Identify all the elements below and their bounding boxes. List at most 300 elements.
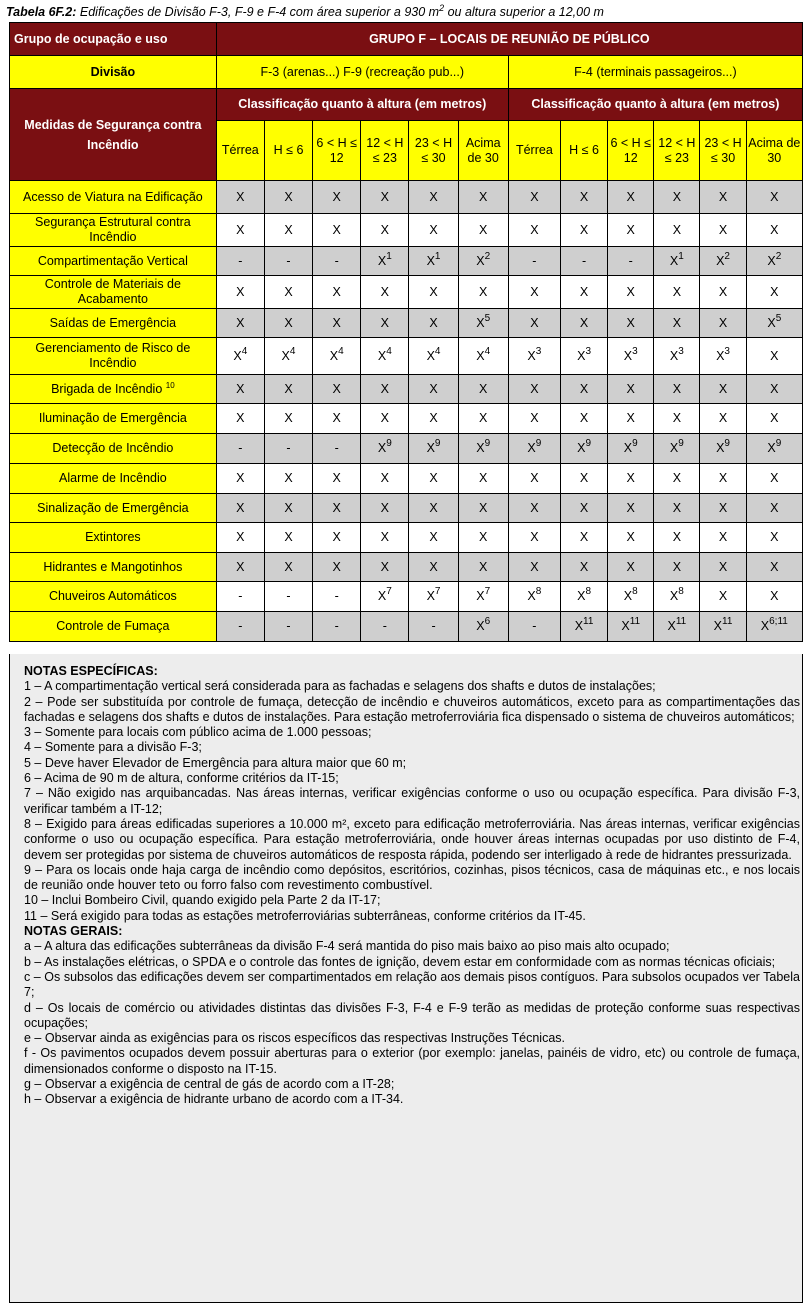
requirement-cell bbox=[361, 523, 409, 553]
caption-sup: 2 bbox=[439, 3, 445, 13]
measure-label-text: Controle de Fumaça bbox=[56, 619, 170, 633]
requirement-mark: X bbox=[626, 411, 635, 425]
requirement-mark: X bbox=[530, 530, 539, 544]
requirement-note: 3 bbox=[678, 345, 684, 357]
note-line: e – Observar ainda as exigências para os riscos específicos das respectivas Instruções Técnicas. bbox=[24, 1031, 566, 1046]
requirement-cell bbox=[608, 612, 654, 642]
requirement-mark: X bbox=[669, 348, 679, 363]
requirement-note: 4 bbox=[484, 345, 491, 357]
requirement-note: 1 bbox=[434, 250, 441, 262]
requirement-cell bbox=[700, 404, 746, 434]
notes-panel bbox=[9, 654, 803, 1303]
requirement-cell bbox=[409, 309, 458, 338]
requirement-cell bbox=[654, 434, 700, 464]
requirement-mark: X bbox=[476, 253, 485, 268]
requirement-cell bbox=[746, 276, 802, 309]
measure-label-text: Alarme de Incêndio bbox=[59, 471, 167, 485]
requirement-cell bbox=[409, 375, 458, 404]
requirement-mark: X bbox=[669, 441, 679, 455]
requirement-cell bbox=[458, 494, 508, 523]
requirement-mark: X bbox=[770, 589, 779, 603]
requirement-mark: X bbox=[284, 530, 293, 544]
requirement-cell bbox=[654, 309, 700, 338]
table-row bbox=[10, 404, 803, 434]
requirement-note: 9 bbox=[585, 438, 591, 449]
note-line: a – A altura das edificações subterrâneas da divisão F-4 será mantida do piso mais baixo ao piso mais alto ocupado; bbox=[24, 939, 670, 954]
measure-label-text: Controle de Materiais de Acabamento bbox=[44, 277, 181, 306]
requirement-cell bbox=[313, 309, 361, 338]
requirement-cell bbox=[746, 553, 802, 582]
requirement-mark: X bbox=[626, 189, 635, 204]
requirement-cell bbox=[458, 338, 508, 375]
caption-label: Tabela 6F.2: bbox=[6, 5, 77, 20]
requirement-mark: X bbox=[669, 589, 679, 603]
requirement-mark: X bbox=[377, 441, 387, 455]
measure-label-text: Extintores bbox=[85, 530, 141, 544]
requirement-cell bbox=[746, 375, 802, 404]
requirement-cell bbox=[508, 375, 560, 404]
table-row bbox=[10, 276, 803, 309]
requirement-mark: X bbox=[718, 315, 728, 330]
requirement-note: 1 bbox=[386, 250, 392, 262]
requirement-cell bbox=[746, 494, 802, 523]
note-line: 10 – Inclui Bombeiro Civil, quando exigido pela Parte 2 da IT-17; bbox=[24, 893, 381, 908]
requirement-mark: X bbox=[579, 381, 589, 396]
requirement-mark: X bbox=[429, 315, 438, 330]
requirement-cell bbox=[458, 276, 508, 309]
requirement-mark: X bbox=[626, 559, 635, 574]
requirement-cell bbox=[313, 276, 361, 309]
requirement-mark: X bbox=[429, 559, 438, 574]
requirement-cell bbox=[313, 553, 361, 582]
requirement-mark: X bbox=[332, 381, 341, 396]
requirement-cell bbox=[560, 338, 607, 375]
height-header-a-4: 23 < H ≤ 30 bbox=[409, 121, 458, 181]
requirement-mark: X bbox=[476, 441, 485, 455]
measure-label bbox=[10, 582, 217, 612]
requirement-mark: X bbox=[672, 284, 682, 299]
table-caption bbox=[6, 3, 604, 19]
requirement-mark: X bbox=[672, 471, 682, 485]
requirement-mark: X bbox=[621, 619, 630, 633]
requirement-note: 11 bbox=[583, 616, 594, 627]
height-header-a-0: Térrea bbox=[216, 121, 264, 181]
requirement-mark: X bbox=[770, 559, 779, 574]
requirement-note: 7 bbox=[434, 586, 441, 597]
requirement-mark: X bbox=[426, 589, 435, 603]
requirement-note: 9 bbox=[434, 438, 441, 449]
requirement-mark: - bbox=[532, 619, 537, 633]
requirement-mark: X bbox=[626, 471, 635, 485]
requirement-cell bbox=[313, 582, 361, 612]
requirement-cell bbox=[654, 464, 700, 494]
requirement-mark: X bbox=[233, 348, 242, 363]
requirement-mark: X bbox=[767, 253, 776, 268]
requirement-mark: X bbox=[718, 222, 728, 237]
measure-label-text: Segurança Estrutural contra Incêndio bbox=[35, 215, 191, 244]
requirement-cell bbox=[700, 553, 746, 582]
classification-a: Classificação quanto à altura (em metros) bbox=[216, 89, 508, 121]
requirement-mark: - bbox=[334, 441, 339, 455]
measure-label-text: Sinalização de Emergência bbox=[37, 500, 189, 515]
requirement-mark: X bbox=[530, 315, 539, 330]
requirement-note: 11 bbox=[722, 616, 733, 627]
requirement-mark: - bbox=[286, 253, 291, 268]
requirement-mark: X bbox=[672, 500, 682, 515]
requirement-mark: X bbox=[672, 222, 682, 237]
requirement-cell bbox=[746, 338, 802, 375]
requirement-mark: X bbox=[429, 530, 438, 544]
requirement-mark: - bbox=[286, 619, 291, 633]
requirement-note: 9 bbox=[484, 438, 491, 449]
requirement-cell bbox=[508, 612, 560, 642]
requirement-note: 9 bbox=[632, 438, 638, 449]
requirement-mark: - bbox=[238, 253, 243, 268]
requirement-note: 7 bbox=[484, 586, 491, 597]
general-notes-title: NOTAS GERAIS: bbox=[24, 924, 123, 939]
requirement-mark: - bbox=[431, 619, 436, 633]
requirement-mark: X bbox=[718, 471, 728, 485]
requirement-cell bbox=[608, 309, 654, 338]
requirement-cell bbox=[608, 247, 654, 276]
requirement-mark: X bbox=[429, 500, 438, 515]
table-row bbox=[10, 582, 803, 612]
requirement-mark: X bbox=[236, 411, 245, 425]
requirement-cell bbox=[216, 553, 264, 582]
table-row bbox=[10, 309, 803, 338]
requirement-mark: X bbox=[479, 222, 488, 237]
requirement-note: 3 bbox=[535, 345, 542, 357]
requirement-mark: X bbox=[716, 348, 725, 363]
requirement-mark: X bbox=[329, 348, 339, 363]
requirement-cell bbox=[361, 214, 409, 247]
requirement-mark: X bbox=[236, 189, 245, 204]
requirement-cell bbox=[409, 247, 458, 276]
requirement-mark: X bbox=[380, 381, 390, 396]
requirement-mark: X bbox=[284, 381, 293, 396]
requirement-cell bbox=[654, 338, 700, 375]
requirement-mark: X bbox=[626, 500, 635, 515]
requirement-mark: X bbox=[479, 189, 488, 204]
requirement-cell bbox=[216, 464, 264, 494]
requirement-note: 9 bbox=[724, 438, 730, 449]
requirement-mark: X bbox=[767, 441, 776, 455]
requirement-cell bbox=[560, 582, 607, 612]
requirement-cell bbox=[264, 494, 312, 523]
requirement-cell bbox=[560, 612, 607, 642]
measure-label-text: Gerenciamento de Risco de Incêndio bbox=[35, 341, 191, 370]
requirement-mark: X bbox=[579, 222, 589, 237]
specific-notes-title: NOTAS ESPECÍFICAS: bbox=[24, 664, 158, 678]
requirement-mark: X bbox=[236, 222, 245, 237]
note-line: 2 – Pode ser substituída por controle de fumaça, detecção de incêndio e chuveiros automáticos, exceto para as compartimentações das fachadas e selagens dos shafts e dutos de instalações. Para estação metroferroviária fica dispensado o sistema de chuveiros automáticos; bbox=[24, 694, 800, 724]
requirement-mark: X bbox=[380, 222, 390, 237]
requirement-cell bbox=[700, 247, 746, 276]
measure-label-text: Acesso de Viatura na Edificação bbox=[23, 189, 203, 204]
requirement-cell bbox=[508, 181, 560, 214]
requirement-cell bbox=[746, 181, 802, 214]
requirement-mark: X bbox=[718, 559, 728, 574]
requirement-mark: X bbox=[429, 471, 438, 485]
caption-text-2: ou altura superior a 12,00 m bbox=[444, 5, 604, 20]
height-header-a-1: H ≤ 6 bbox=[264, 121, 312, 181]
requirement-cell bbox=[560, 247, 607, 276]
note-line: 9 – Para os locais onde haja carga de incêndio como depósitos, escritórios, cozinhas, pisos técnicos, casa de máquinas etc., e nos locais de reunião onde houver teto ou forro falso com revestimento combustível. bbox=[24, 862, 800, 893]
height-header-a-3: 12 < H ≤ 23 bbox=[361, 121, 409, 181]
requirement-mark: X bbox=[672, 530, 682, 544]
requirement-mark: X bbox=[716, 253, 725, 268]
requirement-cell bbox=[216, 338, 264, 375]
requirement-cell bbox=[409, 181, 458, 214]
requirement-cell bbox=[608, 181, 654, 214]
requirement-mark: X bbox=[770, 222, 779, 237]
requirement-cell bbox=[608, 434, 654, 464]
requirement-cell bbox=[700, 276, 746, 309]
requirement-cell bbox=[264, 553, 312, 582]
requirement-mark: X bbox=[377, 589, 387, 603]
requirement-cell bbox=[361, 338, 409, 375]
note-line: 3 – Somente para locais com público acima de 1.000 pessoas; bbox=[24, 725, 372, 740]
requirement-mark: X bbox=[479, 381, 488, 396]
requirement-mark: X bbox=[426, 348, 435, 363]
requirement-cell bbox=[264, 464, 312, 494]
requirement-mark: X bbox=[527, 589, 536, 603]
requirement-cell bbox=[508, 338, 560, 375]
requirement-cell bbox=[654, 247, 700, 276]
requirement-mark: X bbox=[284, 222, 293, 237]
requirement-cell bbox=[458, 375, 508, 404]
requirement-cell bbox=[361, 404, 409, 434]
requirement-cell bbox=[264, 181, 312, 214]
requirement-mark: X bbox=[476, 315, 485, 330]
requirement-mark: X bbox=[479, 530, 488, 544]
requirement-mark: X bbox=[380, 559, 390, 574]
note-line: 11 – Será exigido para todas as estações metroferroviárias subterrâneas, conforme critérios da IT-45. bbox=[24, 908, 586, 923]
requirement-cell bbox=[608, 494, 654, 523]
requirement-cell bbox=[700, 375, 746, 404]
requirement-cell bbox=[508, 404, 560, 434]
requirement-cell bbox=[313, 181, 361, 214]
requirement-cell bbox=[508, 309, 560, 338]
table-row bbox=[10, 612, 803, 642]
requirement-mark: X bbox=[284, 500, 293, 515]
requirement-cell bbox=[700, 582, 746, 612]
table-row bbox=[10, 553, 803, 582]
requirement-mark: X bbox=[479, 559, 488, 574]
requirement-cell bbox=[560, 375, 607, 404]
measure-label-text: Hidrantes e Mangotinhos bbox=[43, 559, 183, 574]
requirement-mark: X bbox=[281, 348, 290, 363]
requirement-mark: X bbox=[577, 589, 586, 603]
requirement-mark: X bbox=[767, 315, 776, 330]
measure-label-text: Iluminação de Emergência bbox=[38, 411, 187, 425]
requirement-note: 8 bbox=[585, 586, 591, 597]
measure-label bbox=[10, 494, 217, 523]
requirement-cell bbox=[560, 404, 607, 434]
requirement-cell bbox=[216, 276, 264, 309]
requirement-cell bbox=[458, 309, 508, 338]
requirement-cell bbox=[508, 582, 560, 612]
height-header-b-1: H ≤ 6 bbox=[560, 121, 607, 181]
requirement-cell bbox=[560, 494, 607, 523]
measure-label-text: Detecção de Incêndio bbox=[52, 441, 174, 455]
requirement-mark: X bbox=[626, 284, 635, 299]
requirement-cell bbox=[508, 214, 560, 247]
requirement-mark: X bbox=[429, 284, 438, 299]
requirement-mark: X bbox=[672, 315, 682, 330]
requirement-cell bbox=[409, 338, 458, 375]
requirement-mark: X bbox=[672, 559, 682, 574]
requirement-cell bbox=[700, 181, 746, 214]
requirement-cell bbox=[654, 276, 700, 309]
height-header-b-3: 12 < H ≤ 23 bbox=[654, 121, 700, 181]
requirement-mark: X bbox=[574, 619, 584, 633]
requirement-mark: X bbox=[332, 411, 341, 425]
requirement-cell bbox=[654, 181, 700, 214]
requirement-cell bbox=[216, 582, 264, 612]
requirement-cell bbox=[560, 214, 607, 247]
requirement-mark: X bbox=[380, 284, 390, 299]
requirement-cell bbox=[654, 612, 700, 642]
requirement-cell bbox=[313, 523, 361, 553]
requirement-note: 5 bbox=[484, 312, 491, 324]
requirement-cell bbox=[409, 494, 458, 523]
requirement-mark: X bbox=[479, 500, 488, 515]
requirement-mark: - bbox=[238, 441, 243, 455]
requirement-mark: - bbox=[382, 619, 387, 633]
measure-label bbox=[10, 553, 217, 582]
requirement-note: 3 bbox=[724, 345, 730, 357]
requirement-cell bbox=[361, 309, 409, 338]
requirement-mark: X bbox=[626, 315, 635, 330]
requirement-cell bbox=[458, 582, 508, 612]
measure-label bbox=[10, 404, 217, 434]
division-b: F-4 (terminais passageiros...) bbox=[508, 56, 802, 89]
measure-label-text: Brigada de Incêndio bbox=[51, 382, 163, 397]
requirement-mark: X bbox=[672, 189, 682, 204]
note-line: 4 – Somente para a divisão F-3; bbox=[24, 740, 202, 755]
requirement-note: 8 bbox=[535, 586, 542, 597]
requirement-mark: X bbox=[667, 619, 676, 633]
requirement-cell bbox=[700, 309, 746, 338]
requirement-cell bbox=[216, 523, 264, 553]
requirement-cell bbox=[458, 404, 508, 434]
requirement-cell bbox=[361, 276, 409, 309]
requirement-cell bbox=[458, 523, 508, 553]
requirement-cell bbox=[409, 404, 458, 434]
requirement-mark: X bbox=[530, 381, 539, 396]
requirement-cell bbox=[654, 582, 700, 612]
requirement-note: 9 bbox=[678, 438, 684, 449]
requirement-cell bbox=[654, 553, 700, 582]
requirement-mark: X bbox=[718, 589, 728, 603]
requirement-cell bbox=[361, 434, 409, 464]
requirement-cell bbox=[700, 494, 746, 523]
requirement-cell bbox=[409, 434, 458, 464]
requirement-mark: - bbox=[532, 253, 537, 268]
height-header-a-5: Acima de 30 bbox=[458, 121, 508, 181]
requirement-cell bbox=[264, 247, 312, 276]
division-row bbox=[10, 56, 803, 89]
requirement-cell bbox=[508, 247, 560, 276]
requirement-cell bbox=[746, 404, 802, 434]
requirement-cell bbox=[654, 375, 700, 404]
requirement-cell bbox=[700, 612, 746, 642]
requirement-mark: X bbox=[284, 471, 293, 485]
requirement-mark: X bbox=[332, 559, 341, 574]
requirement-mark: X bbox=[429, 189, 438, 204]
requirement-cell bbox=[746, 464, 802, 494]
requirement-note: 3 bbox=[632, 345, 638, 357]
height-header-b-2: 6 < H ≤ 12 bbox=[608, 121, 654, 181]
requirement-note: 4 bbox=[386, 345, 392, 357]
requirement-cell bbox=[313, 404, 361, 434]
requirement-mark: X bbox=[380, 530, 390, 544]
height-header-b-0: Térrea bbox=[508, 121, 560, 181]
measure-label bbox=[10, 434, 217, 464]
requirement-cell bbox=[654, 523, 700, 553]
measure-label bbox=[10, 338, 217, 375]
requirement-cell bbox=[216, 247, 264, 276]
requirement-cell bbox=[746, 214, 802, 247]
requirement-cell bbox=[560, 309, 607, 338]
requirement-mark: X bbox=[530, 284, 539, 299]
requirement-mark: X bbox=[284, 315, 293, 330]
requirement-cell bbox=[409, 553, 458, 582]
requirement-mark: X bbox=[476, 619, 485, 633]
requirement-cell bbox=[508, 464, 560, 494]
requirement-mark: X bbox=[236, 284, 245, 299]
measure-label bbox=[10, 523, 217, 553]
measure-label-text: Chuveiros Automáticos bbox=[48, 589, 177, 603]
requirement-cell bbox=[608, 464, 654, 494]
requirement-cell bbox=[409, 276, 458, 309]
requirement-cell bbox=[264, 214, 312, 247]
requirement-mark: X bbox=[718, 411, 728, 425]
requirement-note: 4 bbox=[241, 345, 248, 357]
requirement-mark: X bbox=[623, 589, 633, 603]
group-row bbox=[10, 23, 803, 56]
requirement-cell bbox=[560, 523, 607, 553]
requirement-cell bbox=[409, 612, 458, 642]
requirement-mark: X bbox=[623, 348, 633, 363]
requirement-mark: X bbox=[672, 381, 682, 396]
requirement-cell bbox=[313, 494, 361, 523]
requirement-mark: X bbox=[530, 559, 539, 574]
requirement-note: 4 bbox=[289, 345, 296, 357]
requirement-cell bbox=[409, 464, 458, 494]
specific-notes-list bbox=[24, 679, 802, 924]
requirement-note: 5 bbox=[775, 312, 782, 324]
requirement-cell bbox=[409, 582, 458, 612]
requirement-mark: X bbox=[284, 559, 293, 574]
requirement-cell bbox=[608, 582, 654, 612]
requirement-note: 2 bbox=[724, 250, 730, 262]
requirement-mark: X bbox=[236, 471, 245, 485]
requirement-cell bbox=[458, 464, 508, 494]
requirement-mark: - bbox=[286, 589, 291, 603]
requirement-mark: X bbox=[332, 500, 341, 515]
requirement-cell bbox=[608, 523, 654, 553]
requirement-note: 8 bbox=[678, 586, 684, 597]
requirement-cell bbox=[746, 582, 802, 612]
requirement-cell bbox=[654, 214, 700, 247]
requirement-mark: X bbox=[377, 348, 387, 363]
requirement-note: 7 bbox=[386, 586, 392, 597]
requirement-note: 11 bbox=[629, 616, 641, 627]
measure-label bbox=[10, 276, 217, 309]
requirement-mark: X bbox=[236, 530, 245, 544]
